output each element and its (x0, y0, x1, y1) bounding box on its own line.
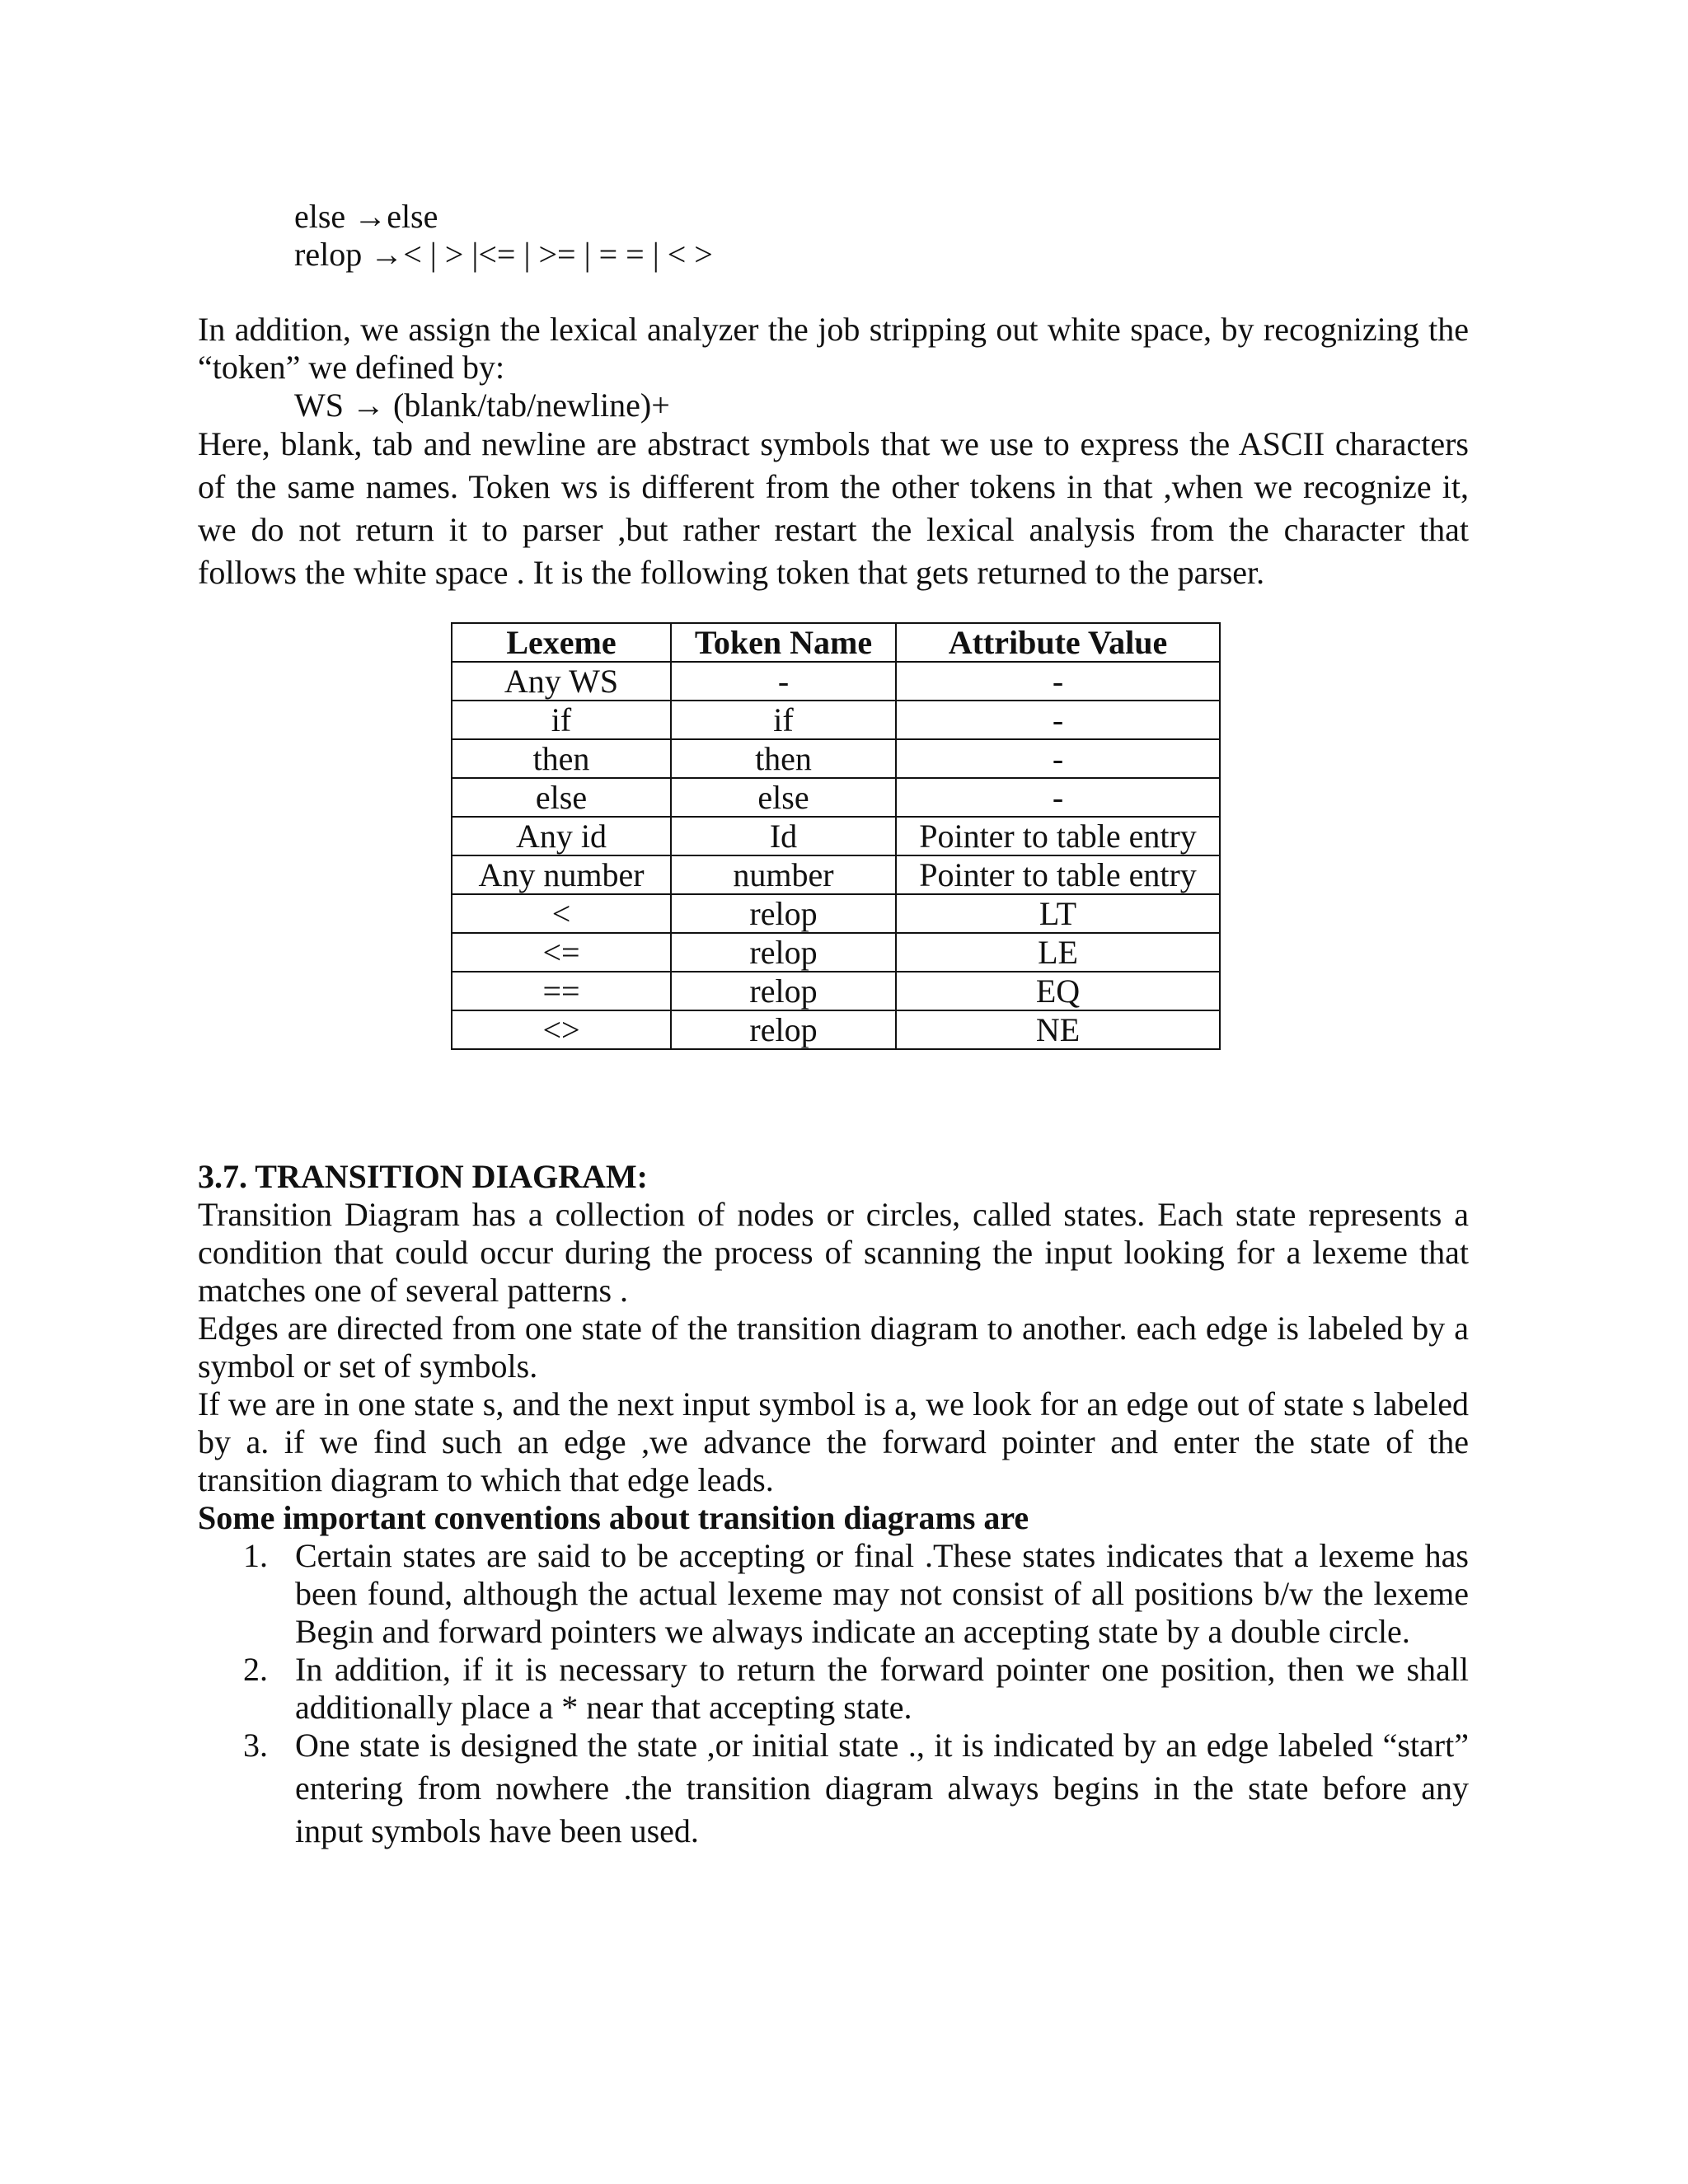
cell-token-name: number (671, 855, 896, 894)
cell-token-name: relop (671, 894, 896, 933)
table-row (452, 933, 1220, 972)
cell-token-name: Id (671, 817, 896, 855)
token-table (451, 622, 1221, 1050)
cell-attribute-value: - (896, 701, 1220, 739)
cell-attribute-value: - (896, 662, 1220, 701)
production-relop: relop →< | > |<= | >= | = = | < > (294, 236, 713, 273)
list-item (198, 1724, 1469, 1853)
table-row (452, 662, 1220, 701)
ws-production: WS → (blank/tab/newline)+ (294, 387, 670, 424)
production-else: else →else (294, 198, 438, 235)
section-paragraph-3: If we are in one state s, and the next input symbol is a, we look for an edge out of state s labeled by a. if we find such an edge ,we advance the forward pointer and enter the state of the transition diagram to which that edge leads. (198, 1385, 1469, 1498)
ws-explanation: Here, blank, tab and newline are abstract symbols that we use to express the ASCII characters of the same names. Token ws is different from the other tokens in that ,when we recognize it, we do not return it to parser ,but rather restart the lexical analysis from the character that follows the white space . It is the following token that gets returned to the parser. (198, 425, 1469, 591)
section-heading: 3.7. TRANSITION DIAGRAM: (198, 1158, 648, 1195)
cell-lexeme: < (452, 894, 671, 933)
cell-lexeme: <= (452, 933, 671, 972)
cell-token-name: relop (671, 1010, 896, 1049)
list-text: In addition, if it is necessary to return the forward pointer one position, then we shall additionally place a * near that accepting state. (295, 1651, 1469, 1726)
table-row (452, 701, 1220, 739)
cell-attribute-value: LE (896, 933, 1220, 972)
table-row (452, 894, 1220, 933)
list-number: 2. (243, 1651, 268, 1688)
cell-lexeme: if (452, 701, 671, 739)
list-text: Certain states are said to be accepting or final .These states indicates that a lexeme has been found, although the actual lexeme may not consist of all positions b/w the lexeme Begin and forward pointers we always indicate an accepting state by a double circle. (295, 1537, 1469, 1650)
cell-lexeme: Any WS (452, 662, 671, 701)
cell-attribute-value: EQ (896, 972, 1220, 1010)
cell-lexeme: <> (452, 1010, 671, 1049)
list-item (198, 1651, 1469, 1727)
section-paragraph-1: Transition Diagram has a collection of nodes or circles, called states. Each state represents a condition that could occur during the process of scanning the input looking for a lexeme that matches one of several patterns . (198, 1196, 1469, 1309)
table-row (452, 855, 1220, 894)
table-row (452, 739, 1220, 778)
list-number: 1. (243, 1537, 268, 1574)
cell-lexeme: == (452, 972, 671, 1010)
intro-paragraph: In addition, we assign the lexical analyzer the job stripping out white space, by recognizing the “token” we defined by: (198, 311, 1469, 386)
cell-attribute-value: Pointer to table entry (896, 817, 1220, 855)
table-row (452, 972, 1220, 1010)
cell-lexeme: Any number (452, 855, 671, 894)
list-item (198, 1537, 1469, 1651)
list-text: One state is designed the state ,or initial state ., it is indicated by an edge labeled “start” entering from nowhere .the transition diagram always begins in the state before any input symbols have been used. (295, 1727, 1469, 1849)
table-row (452, 778, 1220, 817)
cell-lexeme: else (452, 778, 671, 817)
cell-token-name: relop (671, 933, 896, 972)
table-header-row (452, 623, 1220, 662)
section-paragraph-2: Edges are directed from one state of the transition diagram to another. each edge is labeled by a symbol or set of symbols. (198, 1310, 1469, 1385)
cell-attribute-value: NE (896, 1010, 1220, 1049)
cell-token-name: relop (671, 972, 896, 1010)
cell-lexeme: Any id (452, 817, 671, 855)
header-token-name: Token Name (671, 623, 896, 662)
cell-token-name: - (671, 662, 896, 701)
conventions-list (198, 1537, 1469, 1853)
cell-attribute-value: LT (896, 894, 1220, 933)
cell-attribute-value: - (896, 739, 1220, 778)
cell-attribute-value: - (896, 778, 1220, 817)
list-number: 3. (243, 1727, 268, 1764)
header-attribute-value: Attribute Value (896, 623, 1220, 662)
cell-token-name: then (671, 739, 896, 778)
cell-attribute-value: Pointer to table entry (896, 855, 1220, 894)
conventions-heading: Some important conventions about transition diagrams are (198, 1499, 1029, 1536)
table-row (452, 817, 1220, 855)
header-lexeme: Lexeme (452, 623, 671, 662)
cell-lexeme: then (452, 739, 671, 778)
cell-token-name: if (671, 701, 896, 739)
table-row (452, 1010, 1220, 1049)
cell-token-name: else (671, 778, 896, 817)
